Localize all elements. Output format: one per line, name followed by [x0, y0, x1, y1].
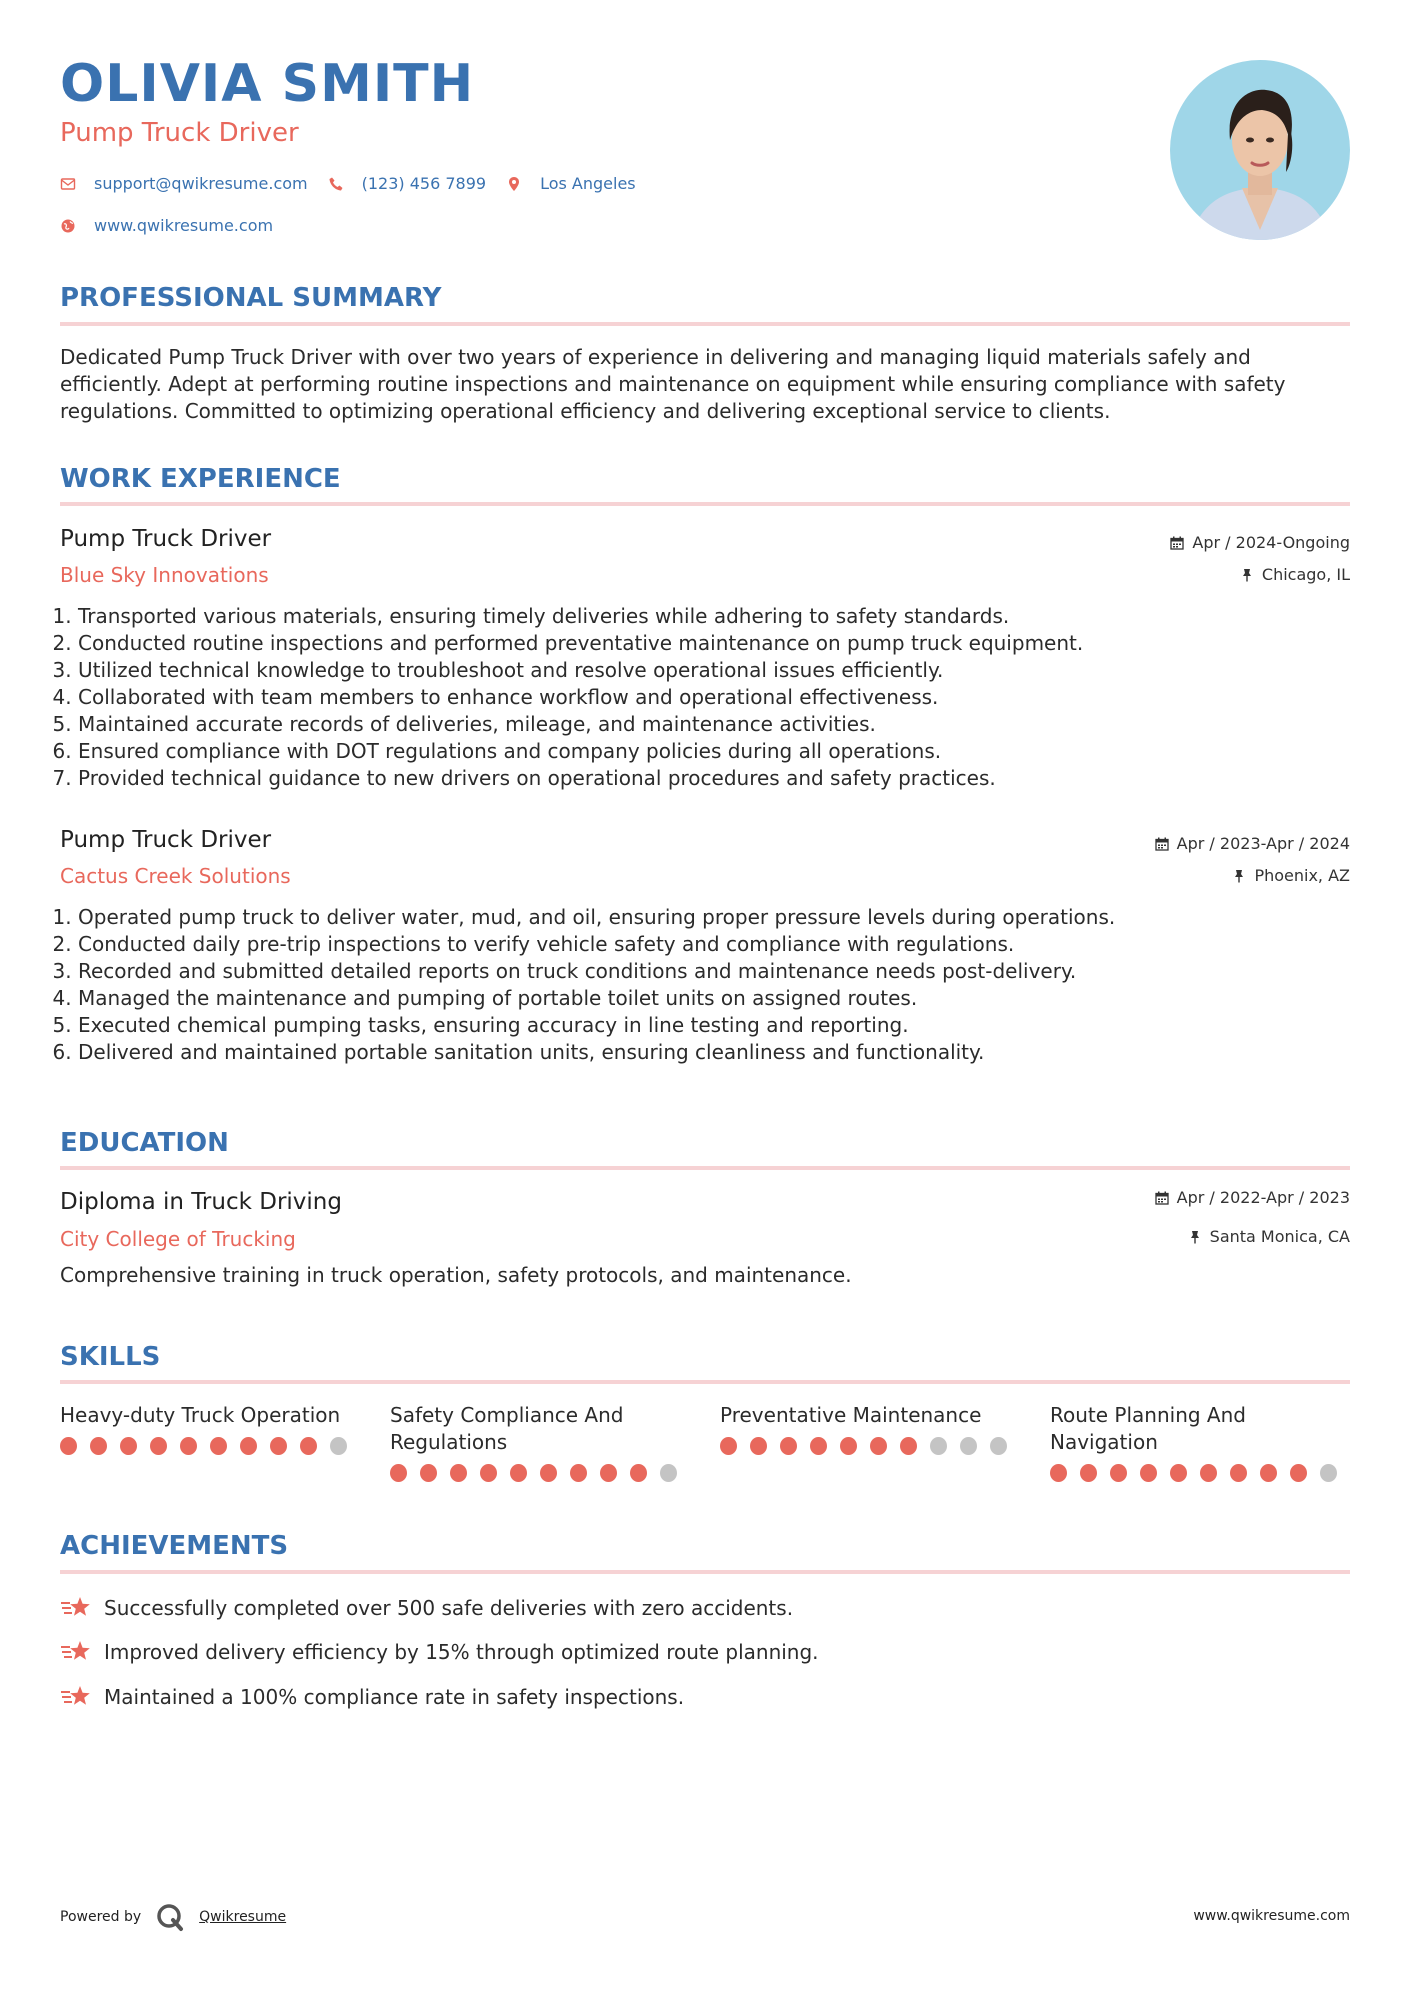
- rating-dot-empty: [660, 1464, 677, 1482]
- experience-heading: WORK EXPERIENCE: [60, 464, 341, 494]
- rating-dot-filled: [1170, 1464, 1187, 1482]
- list-item: 2. Conducted routine inspections and performed preventative maintenance on pump truck equipment.: [78, 630, 1348, 657]
- list-item: 3. Utilized technical knowledge to troubleshoot and resolve operational issues efficiently.: [78, 657, 1348, 684]
- candidate-name: OLIVIA SMITH: [60, 54, 475, 114]
- list-item: 5. Maintained accurate records of deliveries, mileage, and maintenance activities.: [78, 711, 1348, 738]
- skill-rating: [720, 1437, 1020, 1455]
- avatar-illustration: [1170, 60, 1350, 240]
- contact-row: [60, 176, 656, 192]
- list-item: 7. Provided technical guidance to new drivers on operational procedures and safety practices.: [78, 765, 1348, 792]
- mail-icon: [60, 176, 76, 192]
- summary-heading: PROFESSIONAL SUMMARY: [60, 283, 442, 313]
- rating-dot-filled: [780, 1437, 797, 1455]
- rating-dot-filled: [840, 1437, 857, 1455]
- skill-name: Safety Compliance And Regulations: [390, 1403, 624, 1454]
- education-degree: Diploma in Truck Driving: [60, 1189, 342, 1215]
- rating-dot-filled: [1050, 1464, 1067, 1482]
- list-item: 1. Operated pump truck to deliver water, mud, and oil, ensuring proper pressure levels during operations.: [78, 904, 1348, 931]
- rating-dot-filled: [540, 1464, 557, 1482]
- list-item: 3. Recorded and submitted detailed reports on truck conditions and maintenance needs post-delivery.: [78, 958, 1348, 985]
- phone-icon: [328, 176, 344, 192]
- rating-dot-filled: [870, 1437, 887, 1455]
- email-text: support@qwikresume.com: [94, 174, 308, 193]
- skill-rating: [1050, 1464, 1350, 1482]
- job-dates-text: Apr / 2024-Ongoing: [1192, 533, 1350, 552]
- list-item: 2. Conducted daily pre-trip inspections to verify vehicle safety and compliance with regulations.: [78, 931, 1348, 958]
- rating-dot-filled: [810, 1437, 827, 1455]
- contact-website[interactable]: [60, 218, 273, 234]
- rating-dot-empty: [1320, 1464, 1337, 1482]
- powered-by-label: Powered by: [60, 1909, 142, 1925]
- rating-dot-filled: [150, 1437, 167, 1455]
- rating-dot-filled: [1140, 1464, 1157, 1482]
- section-divider: [60, 1570, 1350, 1574]
- job-location-text: Phoenix, AZ: [1254, 866, 1350, 885]
- education-heading: EDUCATION: [60, 1128, 229, 1158]
- skill-item: [60, 1402, 360, 1455]
- shooting-star-icon: [60, 1683, 92, 1711]
- job-company: Blue Sky Innovations: [60, 563, 269, 587]
- shooting-star-icon: [60, 1638, 92, 1666]
- rating-dot-filled: [1290, 1464, 1307, 1482]
- education-school: City College of Trucking: [60, 1227, 296, 1251]
- job-company: Cactus Creek Solutions: [60, 864, 291, 888]
- rating-dot-filled: [900, 1437, 917, 1455]
- rating-dot-filled: [240, 1437, 257, 1455]
- rating-dot-filled: [510, 1464, 527, 1482]
- rating-dot-filled: [420, 1464, 437, 1482]
- qwikresume-link[interactable]: Qwikresume: [199, 1909, 287, 1925]
- rating-dot-filled: [1200, 1464, 1217, 1482]
- education-dates-text: Apr / 2022-Apr / 2023: [1176, 1188, 1350, 1207]
- summary-text: Dedicated Pump Truck Driver with over two years of experience in delivering and managing liquid materials safely and efficiently. Adept at performing routine inspections and maintenance on equipment while ensuring compliance with safety regulations. Committed to optimizing operational efficiency and delivering exceptional service to clients.: [60, 345, 1286, 423]
- rating-dot-filled: [1230, 1464, 1247, 1482]
- calendar-icon: [1155, 837, 1169, 851]
- achievement-text: Successfully completed over 500 safe deliveries with zero accidents.: [104, 1596, 794, 1620]
- rating-dot-filled: [180, 1437, 197, 1455]
- contact-email[interactable]: [60, 176, 308, 192]
- rating-dot-filled: [270, 1437, 287, 1455]
- education-location: [1188, 1229, 1350, 1245]
- calendar-icon: [1170, 536, 1184, 550]
- skill-name: Route Planning And Navigation: [1050, 1403, 1246, 1454]
- education-description: Comprehensive training in truck operation, safety protocols, and maintenance.: [60, 1263, 852, 1287]
- rating-dot-filled: [90, 1437, 107, 1455]
- rating-dot-filled: [1260, 1464, 1277, 1482]
- list-item: 1. Transported various materials, ensuring timely deliveries while adhering to safety standards.: [78, 603, 1348, 630]
- rating-dot-filled: [210, 1437, 227, 1455]
- education-dates: [1155, 1190, 1350, 1206]
- skill-rating: [60, 1437, 360, 1455]
- rating-dot-empty: [930, 1437, 947, 1455]
- resume-page: [60, 0, 1350, 1990]
- skill-rating: [390, 1464, 690, 1482]
- skill-item: [720, 1402, 1020, 1455]
- job-dates: [1155, 836, 1350, 852]
- footer-website[interactable]: www.qwikresume.com: [1193, 1908, 1350, 1924]
- globe-icon: [60, 218, 76, 234]
- rating-dot-empty: [990, 1437, 1007, 1455]
- achievement-item: [60, 1594, 793, 1622]
- rating-dot-empty: [960, 1437, 977, 1455]
- pushpin-icon: [1188, 1230, 1202, 1244]
- rating-dot-filled: [570, 1464, 587, 1482]
- skill-name: Heavy-duty Truck Operation: [60, 1403, 341, 1427]
- skills-heading: SKILLS: [60, 1342, 161, 1372]
- phone-text: (123) 456 7899: [361, 174, 487, 193]
- contact-row-2: [60, 218, 293, 234]
- achievements-heading: ACHIEVEMENTS: [60, 1531, 289, 1561]
- website-text: www.qwikresume.com: [94, 216, 274, 235]
- achievement-text: Maintained a 100% compliance rate in safety inspections.: [104, 1685, 685, 1709]
- map-pin-icon: [506, 176, 522, 192]
- rating-dot-filled: [480, 1464, 497, 1482]
- job-title: Pump Truck Driver: [60, 827, 272, 853]
- job-dates: [1170, 535, 1350, 551]
- pushpin-icon: [1240, 568, 1254, 582]
- job-dates-text: Apr / 2023-Apr / 2024: [1176, 834, 1350, 853]
- rating-dot-filled: [390, 1464, 407, 1482]
- job-location-text: Chicago, IL: [1261, 565, 1350, 584]
- shooting-star-icon: [60, 1594, 92, 1622]
- section-divider: [60, 1380, 1350, 1384]
- skill-item: [390, 1402, 690, 1482]
- rating-dot-filled: [120, 1437, 137, 1455]
- list-item: 6. Delivered and maintained portable sanitation units, ensuring cleanliness and functionality.: [78, 1039, 1348, 1066]
- qwikresume-logo-icon: [155, 1902, 185, 1932]
- job-location: [1232, 868, 1350, 884]
- rating-dot-filled: [450, 1464, 467, 1482]
- rating-dot-filled: [720, 1437, 737, 1455]
- list-item: 6. Ensured compliance with DOT regulations and company policies during all operations.: [78, 738, 1348, 765]
- candidate-title: Pump Truck Driver: [60, 118, 299, 148]
- rating-dot-filled: [1110, 1464, 1127, 1482]
- section-divider: [60, 1166, 1350, 1170]
- list-item: 4. Managed the maintenance and pumping of portable toilet units on assigned routes.: [78, 985, 1348, 1012]
- section-divider: [60, 502, 1350, 506]
- list-item: 4. Collaborated with team members to enhance workflow and operational effectiveness.: [78, 684, 1348, 711]
- job-title: Pump Truck Driver: [60, 526, 272, 552]
- contact-location: [506, 176, 636, 192]
- rating-dot-filled: [750, 1437, 767, 1455]
- rating-dot-filled: [60, 1437, 77, 1455]
- rating-dot-filled: [630, 1464, 647, 1482]
- contact-phone[interactable]: [328, 176, 486, 192]
- list-item: 5. Executed chemical pumping tasks, ensuring accuracy in line testing and reporting.: [78, 1012, 1348, 1039]
- profile-photo: [1170, 60, 1350, 240]
- section-divider: [60, 322, 1350, 326]
- job-location: [1240, 567, 1350, 583]
- skill-item: [1050, 1402, 1350, 1482]
- rating-dot-filled: [300, 1437, 317, 1455]
- achievement-text: Improved delivery efficiency by 15% through optimized route planning.: [104, 1640, 819, 1664]
- calendar-icon: [1155, 1191, 1169, 1205]
- location-text: Los Angeles: [540, 174, 636, 193]
- rating-dot-filled: [1080, 1464, 1097, 1482]
- achievement-item: [60, 1638, 819, 1666]
- job-responsibilities: [60, 904, 1348, 1066]
- job-responsibilities: [60, 603, 1348, 792]
- rating-dot-empty: [330, 1437, 347, 1455]
- achievement-item: [60, 1683, 684, 1711]
- education-location-text: Santa Monica, CA: [1209, 1227, 1350, 1246]
- rating-dot-filled: [600, 1464, 617, 1482]
- pushpin-icon: [1232, 869, 1246, 883]
- footer-powered-by: [60, 1902, 286, 1932]
- skill-name: Preventative Maintenance: [720, 1403, 982, 1427]
